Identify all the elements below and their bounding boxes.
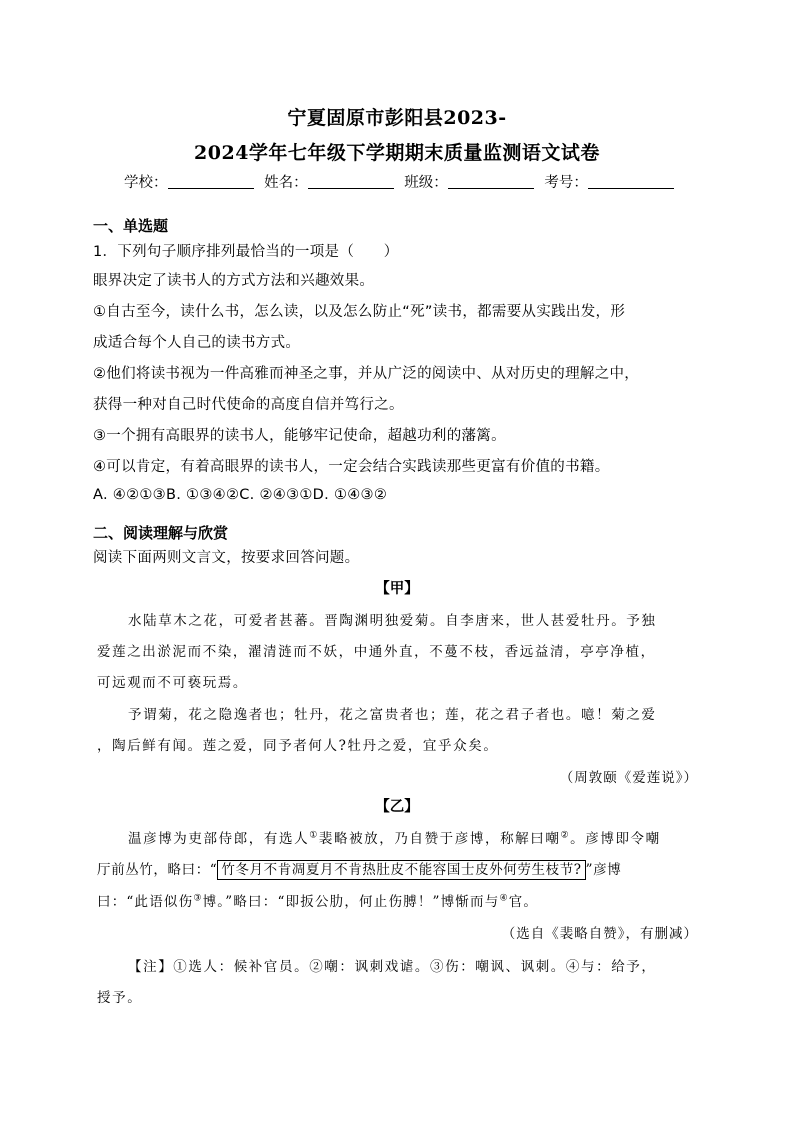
footnote-ref-4: ④: [499, 893, 509, 904]
sentence1-line2: 成适合每个人自己的读书方式。: [93, 335, 301, 351]
sentence2-line2: 获得一种对自己时代使命的高度自信并笃行之。: [93, 397, 404, 413]
exam-number-label: 考号：: [544, 175, 588, 191]
passage-jia-p2-line1: 予谓菊，花之隐逸者也；牡丹，花之富贵者也；莲，花之君子者也。噫！菊之爱: [128, 707, 657, 723]
section1-heading: 一、单选题: [93, 217, 169, 235]
passage-yi-line3-a: 曰：“此语似伤: [97, 894, 194, 910]
name-blank[interactable]: [308, 174, 394, 189]
passage-yi-line2-b: ”彦博: [585, 862, 622, 878]
annotation-line1: 【注】①选人：候补官员。②嘲：讽刺戏谑。③伤：嘲讽、讽刺。④与：给予，: [128, 959, 657, 975]
section2-instruction: 阅读下面两则文言文，按要求回答问题。: [93, 550, 360, 566]
passage-jia-p1-line2: 爱莲之出淤泥而不染，濯清涟而不妖，中通外直，不蔓不枝，香远益清，亭亭净植，: [97, 644, 656, 660]
question1-options: A. ④②①③B. ①③④②C. ②④③①D. ①④③②: [93, 487, 388, 503]
passage-yi-line3: [97, 890, 538, 910]
name-label: 姓名：: [264, 175, 308, 191]
passage-yi-label: 【乙】: [375, 799, 419, 815]
student-info-row: [124, 171, 680, 192]
sentence4: ④可以肯定，有着高眼界的读书人，一定会结合实践读那些更富有价值的书籍。: [93, 459, 610, 475]
passage-yi-line3-b: 博。”略曰：“即扳公肋，何止伤膊！”博惭而与: [202, 894, 500, 910]
school-label: 学校：: [124, 175, 168, 191]
question1-intro: 眼界决定了读书人的方式方法和兴趣效果。: [93, 273, 375, 289]
passage-yi-line1: [128, 827, 661, 847]
passage-yi-line1-a: 温彦博为吏部侍郎，有选人: [128, 831, 310, 847]
section2-heading: 二、阅读理解与欣赏: [93, 524, 229, 542]
passage-jia-p1-line1: 水陆草木之花，可爱者甚蕃。晋陶渊明独爱菊。自李唐来，世人甚爱牡丹。予独: [128, 613, 657, 629]
passage-yi-line3-c: 官。: [508, 894, 539, 910]
class-label: 班级：: [404, 175, 448, 191]
exam-title-line1: 宁夏固原市彭阳县2023-: [287, 107, 507, 129]
boxed-sentence: 竹冬月不肯凋夏月不肯热肚皮不能容国士皮外何劳生枝节?: [217, 860, 585, 880]
passage-yi-line2: [97, 858, 621, 878]
sentence1-line1: ①自古至今，读什么书，怎么读，以及怎么防止“死”读书，都需要从实践出发，形: [93, 304, 626, 320]
passage-yi-source: （选自《裴略自赞》，有删减）: [501, 926, 698, 942]
footnote-ref-2: ②: [560, 830, 571, 841]
sentence2-line1: ②他们将读书视为一件高雅而神圣之事，并从广泛的阅读中、从对历史的理解之中，: [93, 366, 640, 382]
class-blank[interactable]: [448, 174, 534, 189]
passage-yi-line1-b: 裴略被放，乃自赞于彦博，称解曰嘲: [318, 831, 561, 847]
passage-yi-line2-a: 厅前丛竹，略曰：“: [97, 862, 218, 878]
question1-stem: 1．下列句子顺序排列最恰当的一项是（ ）: [93, 244, 399, 260]
passage-jia-source: （周敦颐《爱莲说》）: [559, 770, 698, 786]
passage-jia-p2-line2: ，陶后鲜有闻。莲之爱，同予者何人?牡丹之爱，宜乎众矣。: [97, 738, 499, 754]
passage-yi-line1-c: 。彦博即令嘲: [570, 831, 661, 847]
exam-number-blank[interactable]: [588, 174, 674, 189]
passage-jia-label: 【甲】: [375, 581, 419, 597]
footnote-ref-3: ③: [193, 893, 203, 904]
footnote-ref-1: ①: [309, 830, 319, 841]
exam-title-line2: 2024学年七年级下学期期末质量监测语文试卷: [194, 142, 600, 164]
sentence3: ③一个拥有高眼界的读书人，能够牢记使命，超越功利的藩篱。: [93, 428, 506, 444]
passage-jia-p1-line3: 可远观而不可亵玩焉。: [97, 675, 248, 691]
school-blank[interactable]: [168, 174, 254, 189]
annotation-line2: 授予。: [97, 990, 143, 1006]
